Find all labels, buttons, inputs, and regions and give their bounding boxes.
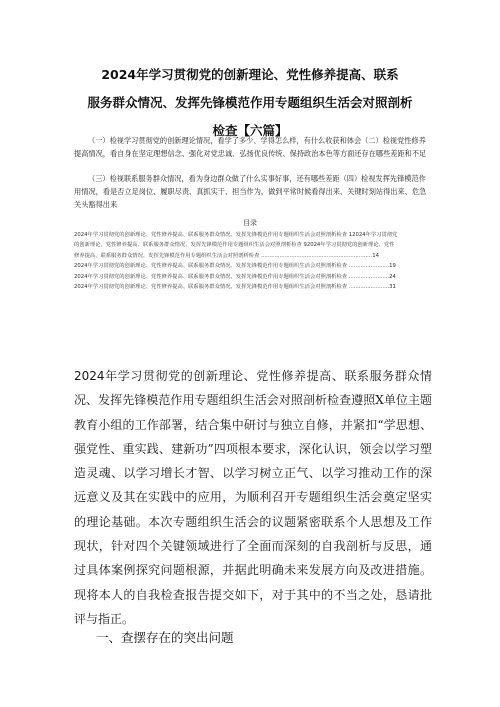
toc-line[interactable]: 2024年学习贯彻党的创新理论、党性修养提高、联系服务群众情况、发挥先锋模范作用专题组织生活会对照剖析检查 12024年学习贯彻党 — [74, 232, 398, 238]
section-heading: 一、查摆存在的突出问题 — [96, 630, 234, 645]
document-title-line-2: 服务群众情况、发挥先锋模范作用专题组织生活会对照剖析 — [87, 95, 413, 110]
body-heading-inline: 2024年学习贯彻党的创新理论、党性修养提高、联系服务群众情况、发挥先锋模范作用专题组织生活会对照剖析检查 — [74, 369, 432, 408]
toc-line[interactable]: 修养提高、联系服务群众情况、发挥先锋模范作用专题组织生活会对照剖析检查 ..................................................................14 — [74, 252, 379, 259]
table-of-contents — [74, 230, 428, 292]
toc-line[interactable]: 2024年学习贯彻党的创新理论、党性修养提高、联系服务群众情况、发挥先锋模范作用专题组织生活会对照剖析检查 ........................19 — [74, 263, 396, 270]
intro-paragraph-2 — [74, 172, 430, 211]
body-paragraph — [74, 364, 432, 631]
intro-paragraph-1 — [74, 134, 430, 160]
toc-heading: 目录 — [243, 219, 257, 227]
toc-line[interactable]: 2024年学习贯彻党的创新理论、党性修养提高、联系服务群众情况、发挥先锋模范作用专题组织生活会对照剖析检查 ........................31 — [74, 284, 396, 291]
toc-line[interactable]: 的创新理论、党性修养提高、联系服务群众情况、发挥先锋模范作用专题组织生活会对照剖析检查 92024年学习贯彻党的创新理论、党性 — [74, 242, 395, 249]
intro-paragraph-2-text: （三）检视联系服务群众情况，看为身边群众做了什么实事好事，还有哪些差距（四）检视发挥先锋模范作用情况，看是否立足岗位、履职尽责、真抓实干、担当作为，做到平常时候看得出来、关键时刻站得出来、危急关头豁得出来 — [74, 174, 427, 209]
document-title-line-1: 2024年学习贯彻党的创新理论、党性修养提高、联系 — [101, 67, 399, 82]
toc-line[interactable]: 2024年学习贯彻党的创新理论、党性修养提高、联系服务群众情况、发挥先锋模范作用专题组织生活会对照剖析检查 ........................24 — [74, 273, 396, 280]
intro-paragraph-1-text: （一）检视学习贯彻党的创新理论情况，看学了多少、学得怎么样，有什么收获和体会（二）检视党性修养提高情况，看自身在坚定理想信念、强化对党忠诚、弘扬优良传统、保持政治本色等方面还存在哪些差距和不足 — [74, 136, 427, 158]
body-paragraph-text: 遵照X单位主题教育小组的工作部署，结合集中研讨与独立自修，并紧扣“学思想、强党性、重实践、建新功”四项根本要求，深化认识，领会以学习塑造灵魂、以学习增长才智、以学习树立正气、以学习推动工作的深远意义及其在实践中的应用，为顺利召开专题组织生活会奠定坚实的理论基础。本次专题组织生活会的议题紧密联系个人思想及工作现状，针对四个关键领域进行了全面而深刻的自我剖析与反思，通过具体案例探究问题根源，并据此明确未来发展方向及改进措施。现将本人的自我检查报告提交如下，对于其中的不当之处，恳请批评与指正。 — [74, 393, 432, 626]
document-title-line-3: 检查【六篇】 — [212, 123, 288, 138]
